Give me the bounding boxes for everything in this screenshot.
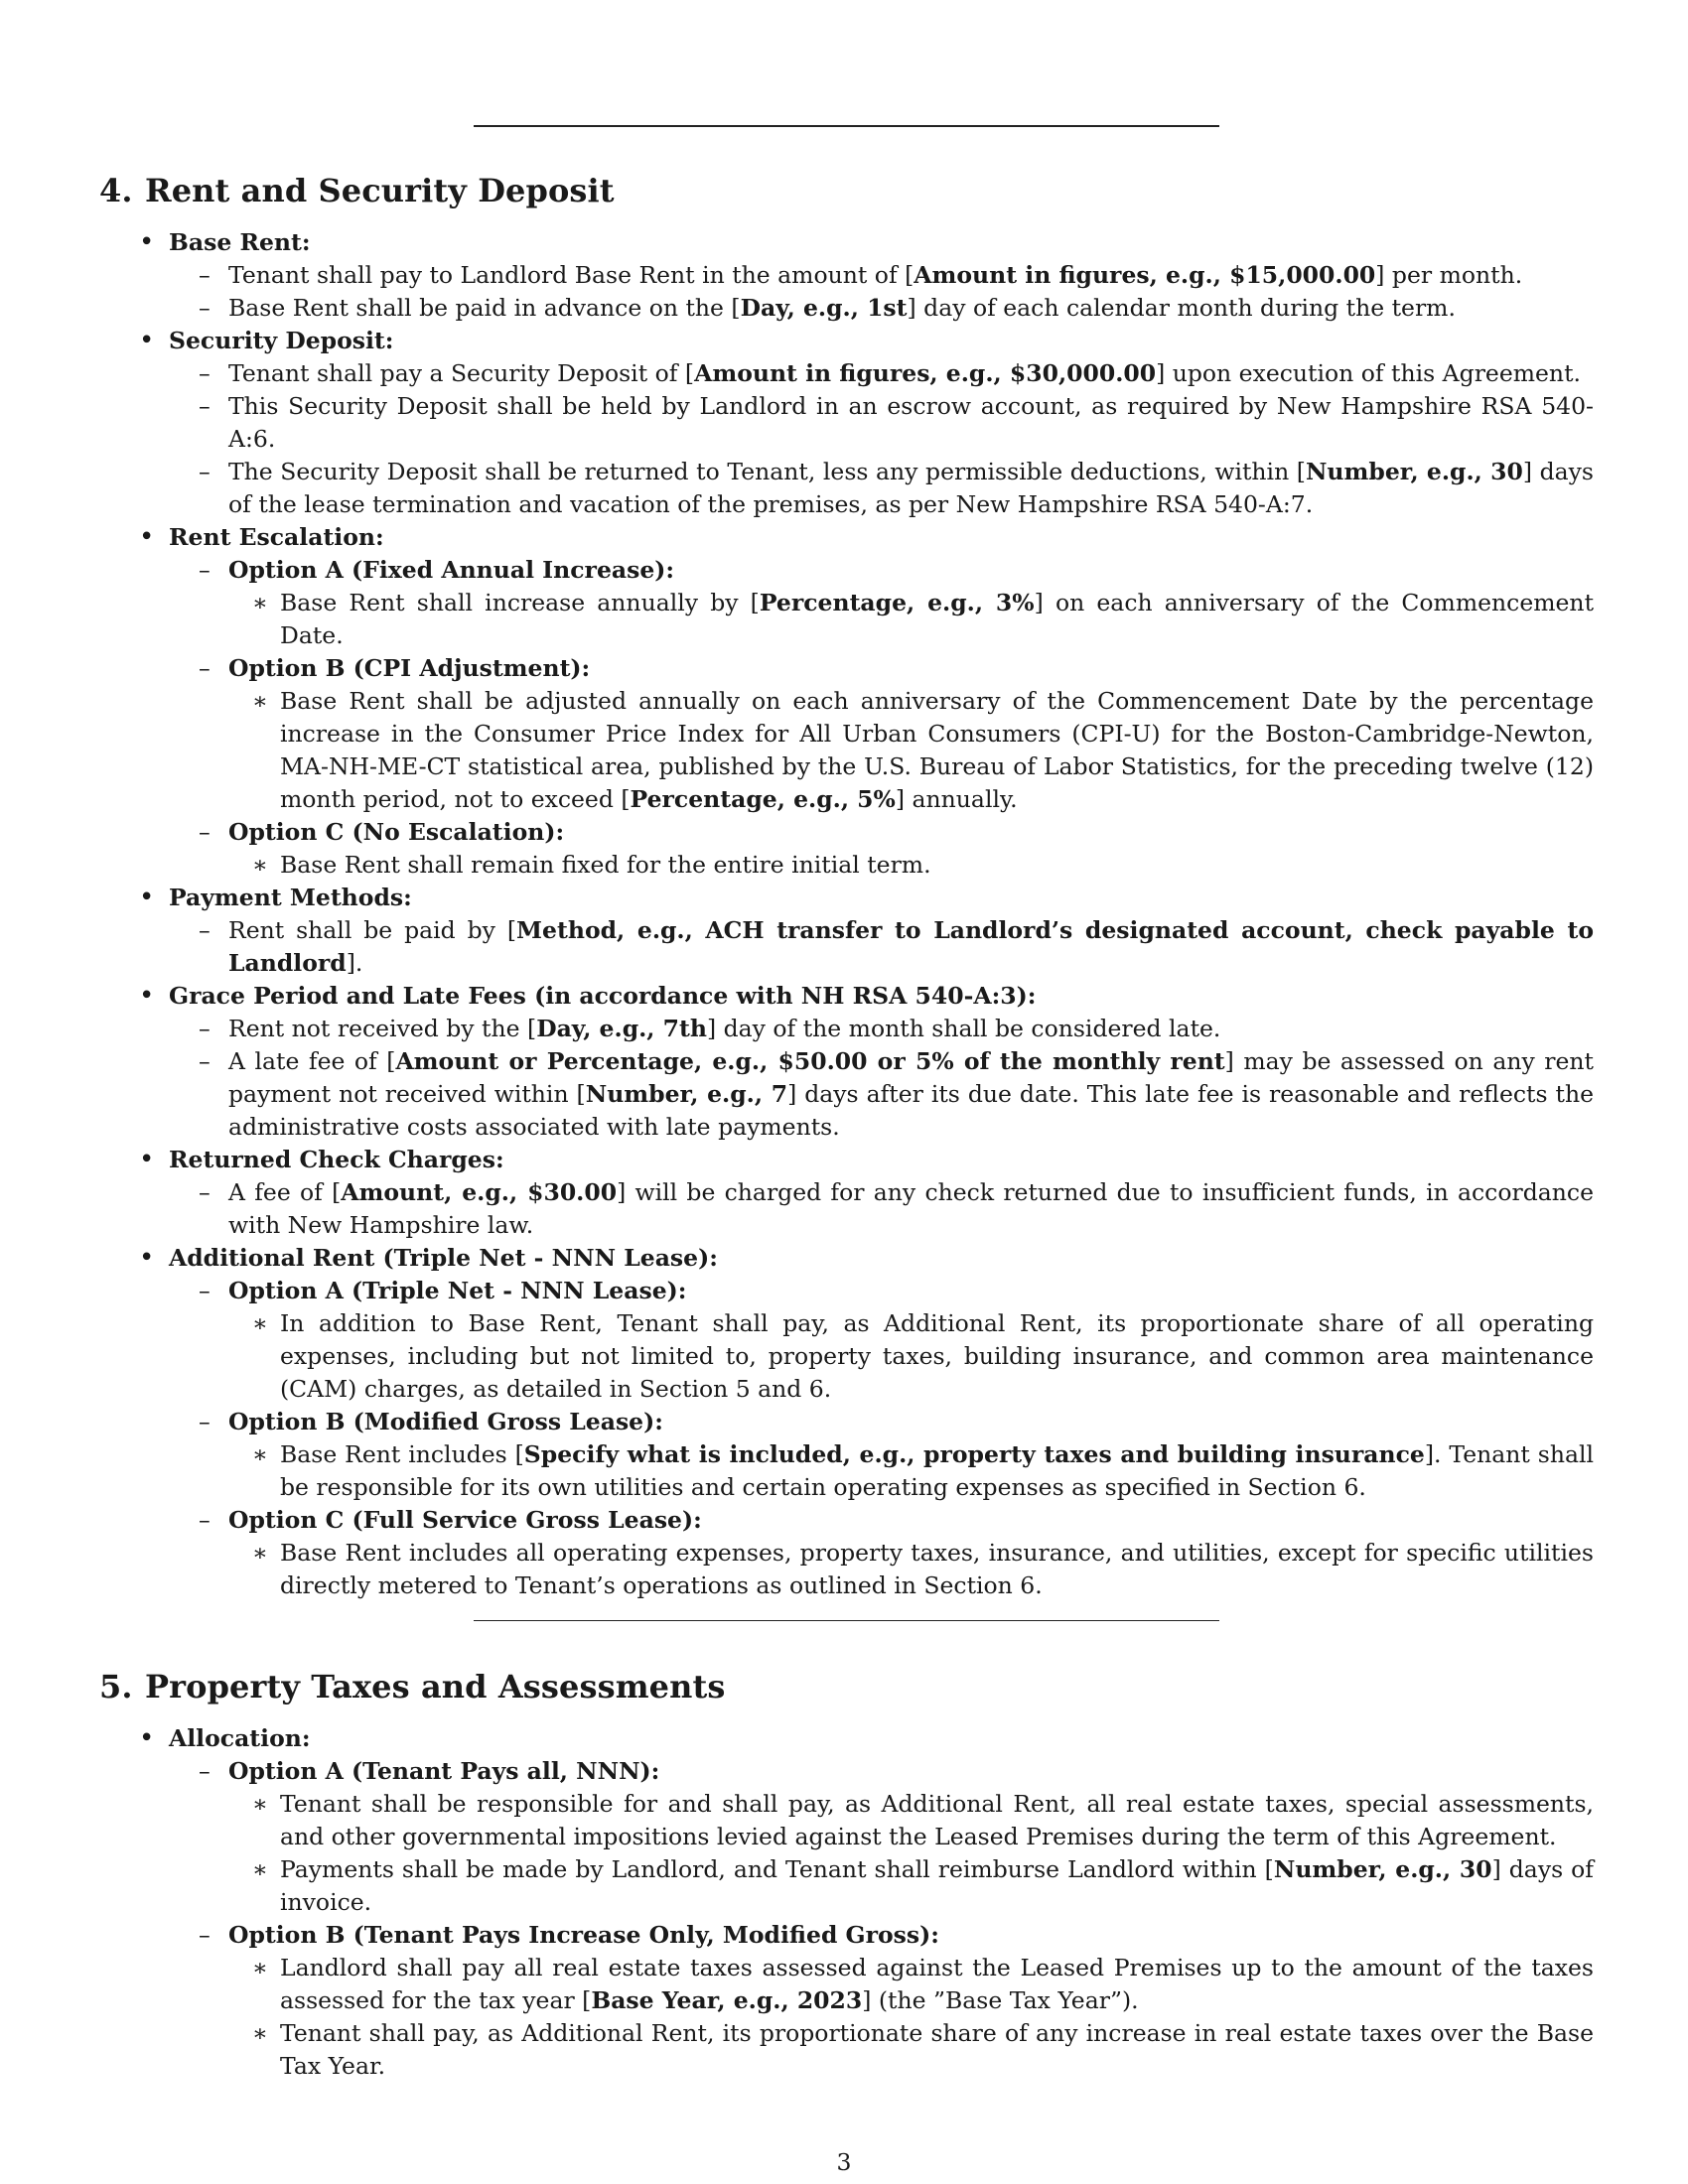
list-item: ∗ In addition to Base Rent, Tenant shall pay, as Additional Rent, its proportionate share of all operating expenses, including but not limited to, property taxes, building insurance, and common area maintenance (CAM) charges, as detailed in Section 5 and 6.	[252, 1309, 1594, 1403]
page-number: 3	[836, 2148, 852, 2176]
list-item: – Option C (No Escalation):	[199, 818, 565, 846]
list-item: • Returned Check Charges:	[139, 1145, 504, 1174]
list-item: – Option B (Modified Gross Lease):	[199, 1408, 663, 1435]
list-item: – Option C (Full Service Gross Lease):	[199, 1506, 702, 1534]
list-item: ∗ Base Rent shall be adjusted annually on each anniversary of the Commencement Date by the percentage increase in the Consumer Price Index for All Urban Consumers (CPI-U) for the Boston-Cambridge-Newton, MA-NH-ME-CT statistical area, published by the U.S. Bureau of Labor Statistics, for the preceding twelve (12) month period, not to exceed [Percentage, e.g., 5%] annually.	[252, 687, 1594, 813]
list-item: ∗ Base Rent includes all operating expenses, property taxes, insurance, and utilities, except for specific utilities directly metered to Tenant’s operations as outlined in Section 6.	[252, 1539, 1594, 1599]
list-item: • Security Deposit:	[139, 326, 394, 355]
list-item: – This Security Deposit shall be held by Landlord in an escrow account, as required by New Hampshire RSA 540-A:6.	[199, 392, 1594, 453]
section-5-heading: 5. Property Taxes and Assessments	[99, 1668, 726, 1706]
list-item: ∗ Payments shall be made by Landlord, and Tenant shall reimburse Landlord within [Number, e.g., 30] days of invoice.	[252, 1855, 1595, 1916]
list-item: – Option B (CPI Adjustment):	[199, 654, 591, 682]
list-item: – Option A (Tenant Pays all, NNN):	[199, 1757, 660, 1785]
list-item: – The Security Deposit shall be returned to Tenant, less any permissible deductions, within [Number, e.g., 30] days of the lease termination and vacation of the premises, as per New Hampshire RSA 540-A:7.	[199, 458, 1594, 518]
list-item: – Option B (Tenant Pays Increase Only, Modified Gross):	[199, 1921, 939, 1949]
list-item: – A fee of [Amount, e.g., $30.00] will be charged for any check returned due to insufficient funds, in accordance with New Hampshire law.	[199, 1178, 1594, 1239]
list-item: • Base Rent:	[139, 227, 311, 257]
list-item: ∗ Tenant shall be responsible for and shall pay, as Additional Rent, all real estate taxes, special assessments, and other governmental impositions levied against the Leased Premises during the term of this Agreement.	[252, 1790, 1594, 1850]
list-item: – Tenant shall pay to Landlord Base Rent in the amount of [Amount in figures, e.g., $15,000.00] per month.	[199, 261, 1523, 289]
list-item: • Payment Methods:	[139, 883, 412, 912]
list-item: – Base Rent shall be paid in advance on the [Day, e.g., 1st] day of each calendar month during the term.	[199, 294, 1456, 322]
list-item: • Allocation:	[139, 1723, 311, 1753]
list-item: – Rent shall be paid by [Method, e.g., ACH transfer to Landlord’s designated account, check payable to Landlord].	[199, 916, 1594, 977]
list-item: ∗ Base Rent shall remain fixed for the entire initial term.	[252, 851, 931, 879]
section-4-heading: 4. Rent and Security Deposit	[99, 172, 615, 209]
list-item: – Option A (Triple Net - NNN Lease):	[199, 1277, 687, 1304]
list-item: • Additional Rent (Triple Net - NNN Lease):	[139, 1243, 718, 1273]
list-item: – Rent not received by the [Day, e.g., 7th] day of the month shall be considered late.	[199, 1015, 1221, 1042]
section-4-body	[0, 226, 1688, 1602]
section-5-body	[0, 1722, 1688, 2083]
horizontal-rule	[474, 1620, 1219, 1621]
list-item: – Tenant shall pay a Security Deposit of [Amount in figures, e.g., $30,000.00] upon execution of this Agreement.	[199, 359, 1581, 387]
list-item: • Rent Escalation:	[139, 522, 384, 552]
list-item: ∗ Base Rent shall increase annually by [Percentage, e.g., 3%] on each anniversary of the Commencement Date.	[252, 589, 1595, 649]
list-item: – Option A (Fixed Annual Increase):	[199, 556, 675, 584]
list-item: – A late fee of [Amount or Percentage, e.g., $50.00 or 5% of the monthly rent] may be assessed on any rent payment not received within [Number, e.g., 7] days after its due date. This late fee is reasonable and reflects the administrative costs associated with late payments.	[199, 1047, 1595, 1141]
list-item: ∗ Landlord shall pay all real estate taxes assessed against the Leased Premises up to the amount of the taxes assessed for the tax year [Base Year, e.g., 2023] (the ”Base Tax Year”).	[252, 1954, 1594, 2014]
list-item: • Grace Period and Late Fees (in accordance with NH RSA 540-A:3):	[139, 981, 1037, 1011]
horizontal-rule	[474, 125, 1219, 127]
list-item: ∗ Base Rent includes [Specify what is included, e.g., property taxes and building insurance]. Tenant shall be responsible for its own utilities and certain operating expenses as specified in Section 6.	[252, 1440, 1595, 1501]
list-item: ∗ Tenant shall pay, as Additional Rent, its proportionate share of any increase in real estate taxes over the Base Tax Year.	[252, 2019, 1594, 2080]
